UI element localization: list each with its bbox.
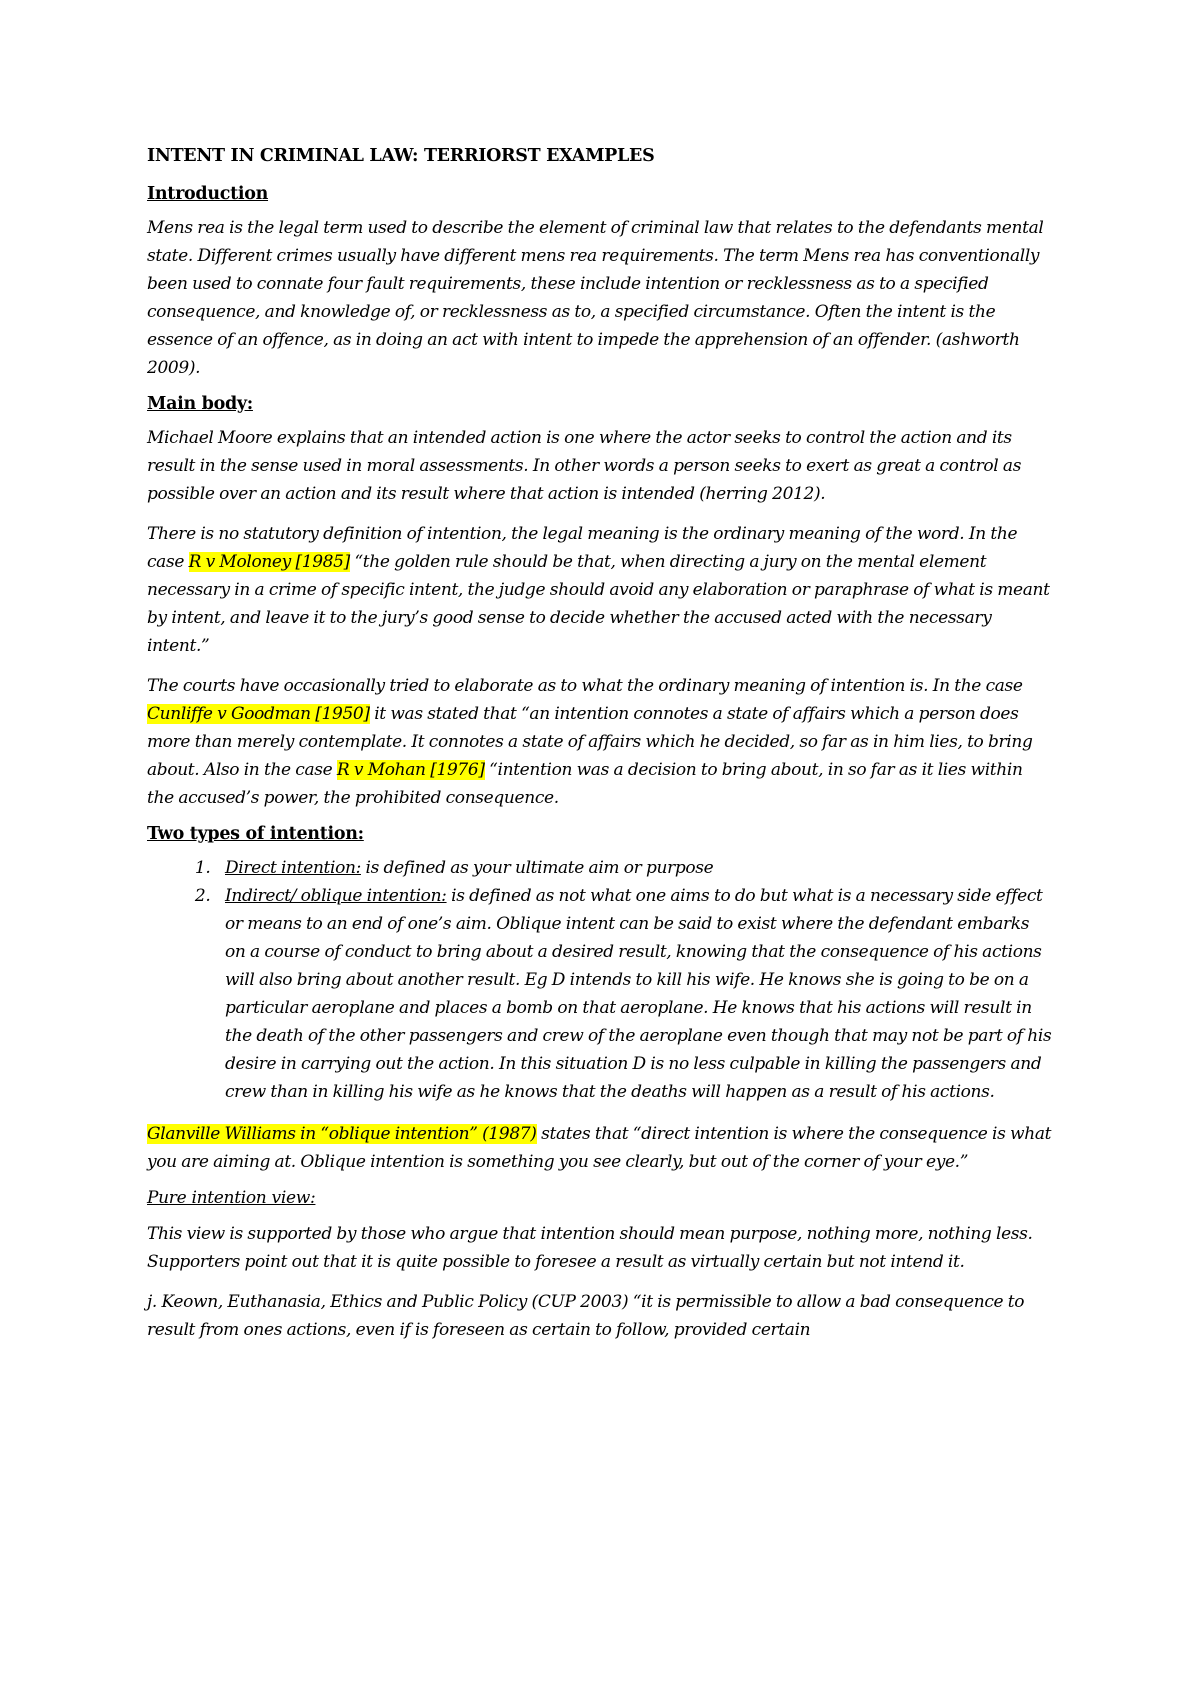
pure-intention-heading: Pure intention view: [147, 1188, 316, 1208]
introduction-paragraph: Mens rea is the legal term used to describe the element of criminal law that relates to the defendants mental state. Different crimes usually have different mens rea requirements. The term Mens rea has conventionally been used to connate four fault requirements, these include intention or recklessness as to a specified consequence, and knowledge of, or recklessness as to, a specified circumstance. Often the intent is the essence of an offence, as in doing an act with intent to impede the apprehension of an offender. (ashworth 2009). [147, 218, 1044, 378]
list-item-term: Direct intention: [225, 858, 361, 878]
document-page [147, 140, 1052, 1356]
list-item [215, 882, 1052, 1106]
paragraph-text: it was stated that “an intention connotes a state of affairs which a person does more than merely contemplate. It connotes a state of affairs which he decided, so far as in him lies, to bring about. Also in the case [147, 704, 1033, 780]
main-body-paragraph-2 [147, 520, 1052, 660]
list-item-text: is defined as your ultimate aim or purpose [360, 858, 714, 878]
document-title: INTENT IN CRIMINAL LAW: TERRIORST EXAMPLES [147, 146, 655, 166]
main-body-paragraph-3 [147, 672, 1052, 812]
case-citation-cunliffe: Cunliffe v Goodman [1950] [147, 704, 370, 724]
pure-intention-paragraph-1: This view is supported by those who argue that intention should mean purpose, nothing more, nothing less. Supporters point out that it is quite possible to foresee a result as virtually certain but not intend it. [147, 1224, 1033, 1272]
two-types-heading: Two types of intention: [147, 824, 364, 844]
paragraph-text: states that “direct intention is where the consequence is what you are aiming at. Oblique intention is something you see clearly, but out of the corner of your eye.” [147, 1124, 1052, 1172]
introduction-heading: Introduction [147, 184, 269, 204]
williams-paragraph [147, 1120, 1052, 1176]
intention-types-list [147, 854, 1052, 1106]
paragraph-text: “the golden rule should be that, when directing a jury on the mental element necessary in a crime of specific intent, the judge should avoid any elaboration or paraphrase of what is meant by intent, and leave it to the jury’s good sense to decide whether the accused acted with the necessary intent.” [147, 552, 1050, 656]
main-body-paragraph-1: Michael Moore explains that an intended action is one where the actor seeks to control the action and its result in the sense used in moral assessments. In other words a person seeks to exert as great a control as possible over an action and its result where that action is intended (herring 2012). [147, 428, 1022, 504]
williams-citation: Glanville Williams in “oblique intention” (1987) [147, 1124, 537, 1144]
list-item-text: is defined as not what one aims to do but what is a necessary side effect or means to an end of one’s aim. Oblique intent can be said to exist where the defendant embarks on a course of conduct to bring about a desired result, knowing that the consequence of his actions will also bring about another result. Eg D intends to kill his wife. He knows she is going to be on a particular aeroplane and places a bomb on that aeroplane. He knows that his actions will result in the death of the other passengers and crew of the aeroplane even though that may not be part of his desire in carrying out the action. In this situation D is no less culpable in killing the passengers and crew than in killing his wife as he knows that the deaths will happen as a result of his actions. [225, 886, 1052, 1102]
paragraph-text: The courts have occasionally tried to elaborate as to what the ordinary meaning of intention is. In the case [147, 676, 1023, 696]
paragraph-text: There is no statutory definition of intention, the legal meaning is the ordinary meaning of the word. In the case [147, 524, 1018, 572]
list-item [215, 854, 1052, 882]
list-item-term: Indirect/ oblique intention: [225, 886, 447, 906]
paragraph-text: “intention was a decision to bring about, in so far as it lies within the accused’s power, the prohibited consequence. [147, 760, 1023, 808]
main-body-heading: Main body: [147, 394, 253, 414]
case-citation-moloney: R v Moloney [1985] [188, 552, 350, 572]
case-citation-mohan: R v Mohan [1976] [336, 760, 485, 780]
pure-intention-paragraph-2: j. Keown, Euthanasia, Ethics and Public Policy (CUP 2003) “it is permissible to allow a bad consequence to result from ones actions, even if is foreseen as certain to follow, provided certain [147, 1292, 1025, 1340]
